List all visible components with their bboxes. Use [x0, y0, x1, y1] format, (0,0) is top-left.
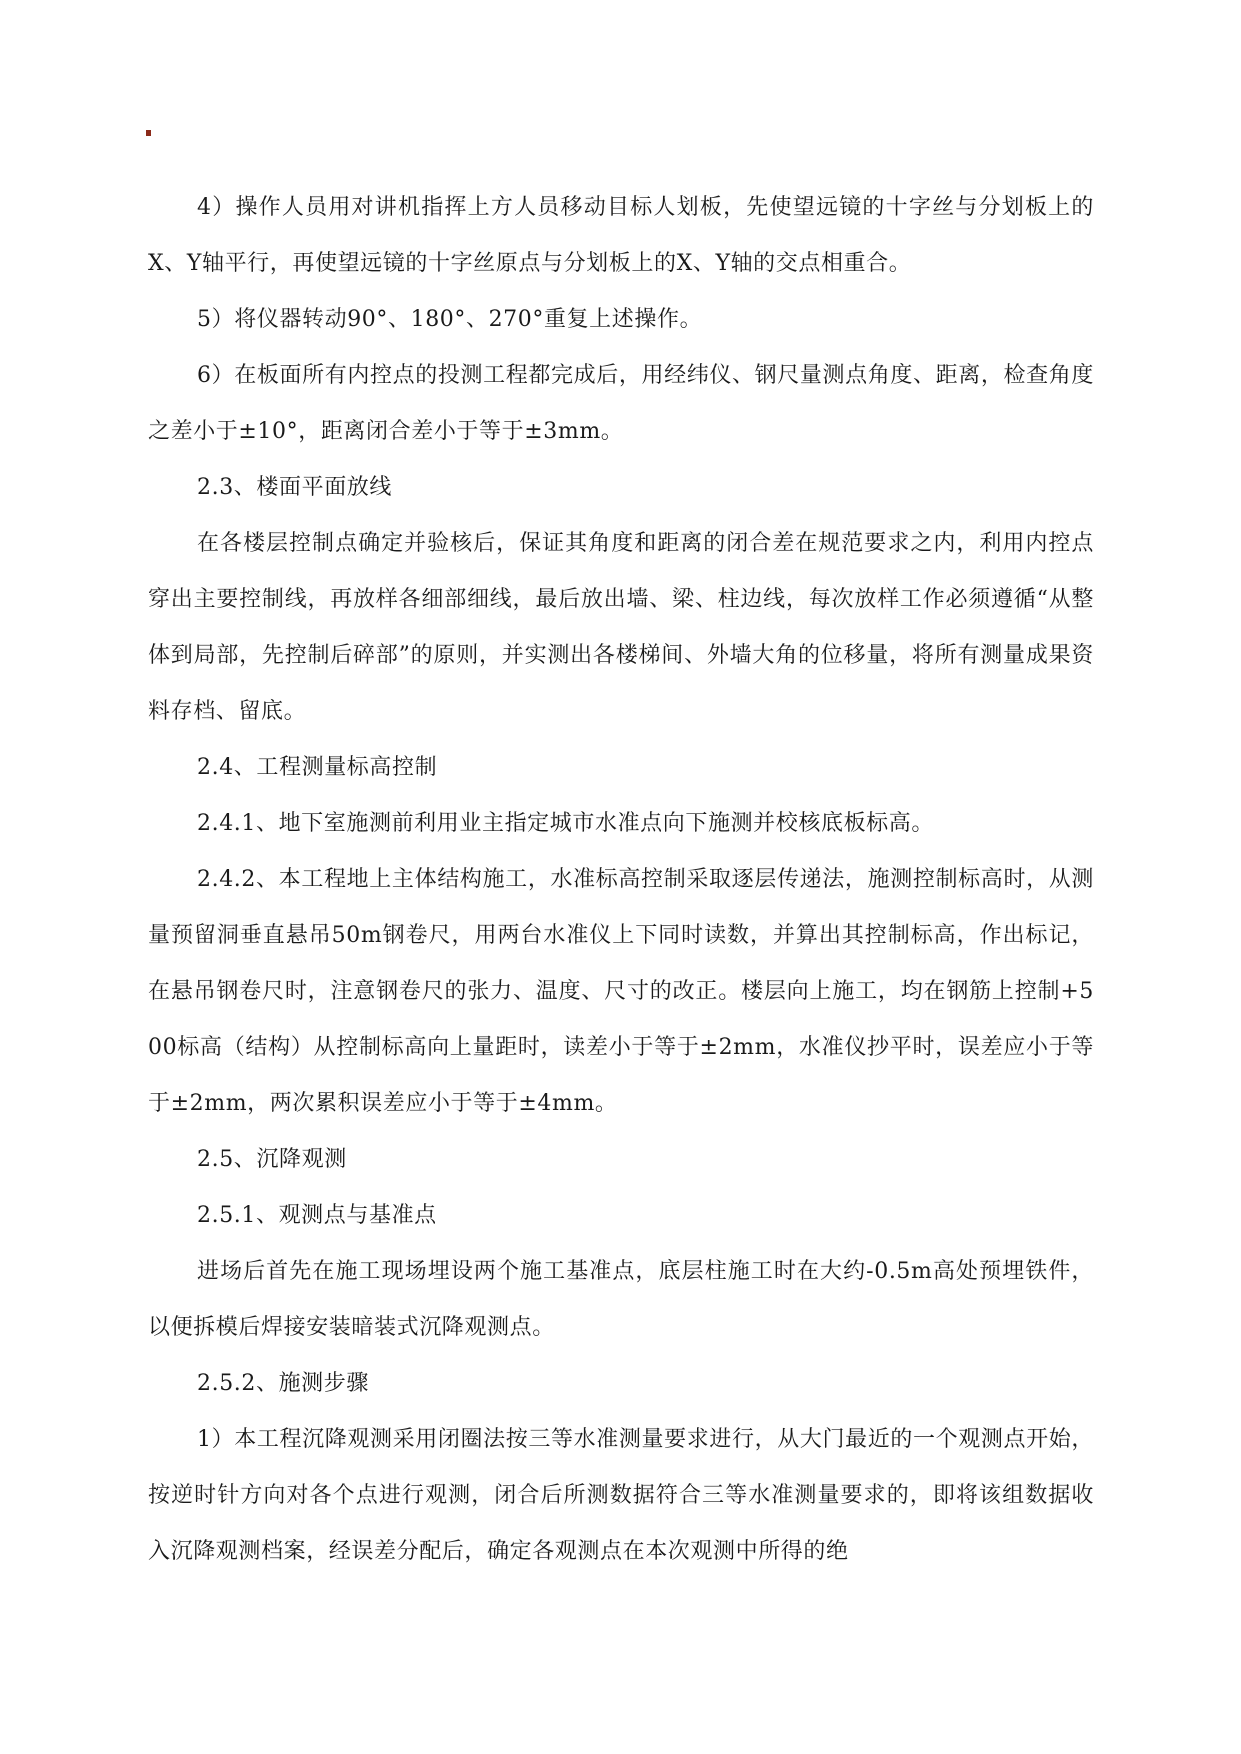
paragraph-2-4-1: 2.4.1、地下室施测前利用业主指定城市水准点向下施测并校核底板标高。 — [197, 811, 934, 836]
section-heading-2-5-2: 2.5.2、施测步骤 — [197, 1371, 369, 1396]
section-heading-2-4: 2.4、工程测量标高控制 — [197, 755, 438, 780]
page-marker — [146, 130, 151, 136]
section-heading-2-5-1: 2.5.1、观测点与基准点 — [197, 1203, 437, 1228]
paragraph-floor-layout: 在各楼层控制点确定并验核后，保证其角度和距离的闭合差在规范要求之内，利用内控点穿出主要控制线，再放样各细部细线，最后放出墙、梁、柱边线，每次放样工作必须遵循“从整体到局部，先控制后碎部”的原则，并实测出各楼梯间、外墙大角的位移量，将所有测量成果资料存档、留底。 — [148, 531, 1094, 724]
paragraph-step-5: 5）将仪器转动90°、180°、270°重复上述操作。 — [197, 307, 703, 332]
section-heading-2-3: 2.3、楼面平面放线 — [197, 475, 392, 500]
paragraph-step-4: 4）操作人员用对讲机指挥上方人员移动目标人划板，先使望远镜的十字丝与分划板上的X、Y轴平行，再使望远镜的十字丝原点与分划板上的X、Y轴的交点相重合。 — [148, 195, 1094, 276]
paragraph-2-4-2: 2.4.2、本工程地上主体结构施工，水准标高控制采取逐层传递法，施测控制标高时，从测量预留洞垂直悬吊50m钢卷尺，用两台水准仪上下同时读数，并算出其控制标高，作出标记，在悬吊钢卷尺时，注意钢卷尺的张力、温度、尺寸的改正。楼层向上施工，均在钢筋上控制+500标高（结构）从控制标高向上量距时，读差小于等于±2mm，水准仪抄平时，误差应小于等于±2mm，两次累积误差应小于等于±4mm。 — [148, 867, 1094, 1116]
paragraph-settlement-step-1: 1）本工程沉降观测采用闭圈法按三等水准测量要求进行，从大门最近的一个观测点开始，按逆时针方向对各个点进行观测，闭合后所测数据符合三等水准测量要求的，即将该组数据收入沉降观测档案，经误差分配后，确定各观测点在本次观测中所得的绝 — [148, 1427, 1094, 1564]
document-body — [148, 180, 1094, 1580]
paragraph-step-6: 6）在板面所有内控点的投测工程都完成后，用经纬仪、钢尺量测点角度、距离，检查角度之差小于±10°，距离闭合差小于等于±3mm。 — [148, 363, 1094, 444]
paragraph-benchmark-points: 进场后首先在施工现场埋设两个施工基准点，底层柱施工时在大约-0.5m高处预埋铁件，以便拆模后焊接安装暗装式沉降观测点。 — [148, 1259, 1094, 1340]
section-heading-2-5: 2.5、沉降观测 — [197, 1147, 347, 1172]
